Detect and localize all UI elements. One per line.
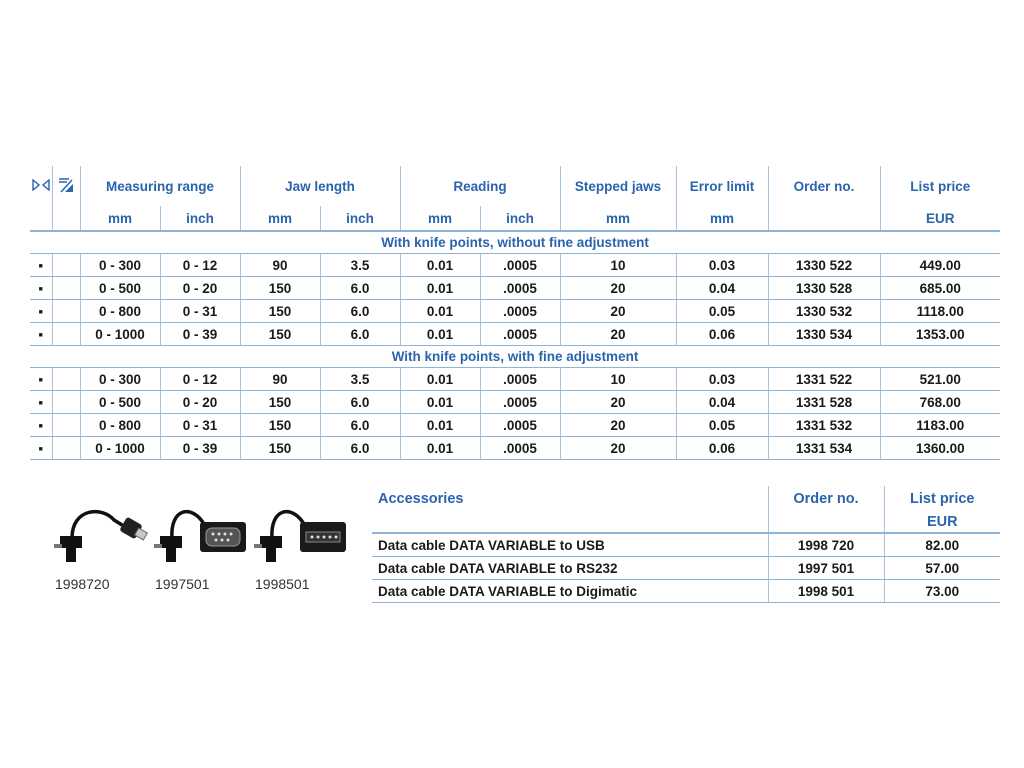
- cell-range-mm: 0 - 500: [80, 391, 160, 414]
- cell-read-mm: 0.01: [400, 300, 480, 323]
- cell-read-mm: 0.01: [400, 323, 480, 346]
- cell-range-mm: 0 - 1000: [80, 323, 160, 346]
- cell-error: 0.04: [676, 391, 768, 414]
- cell-range-in: 0 - 39: [160, 437, 240, 460]
- blank-cell: [52, 300, 80, 323]
- cell-stepped: 20: [560, 437, 676, 460]
- table-row: [30, 254, 1000, 277]
- cable-code: 1998501: [255, 576, 310, 592]
- unit-label: mm: [560, 206, 676, 231]
- cell-order: 1330 532: [768, 300, 880, 323]
- cell-order: 1331 528: [768, 391, 880, 414]
- cell-read-in: .0005: [480, 277, 560, 300]
- cell-jaw-in: 3.5: [320, 368, 400, 391]
- cell-jaw-mm: 150: [240, 391, 320, 414]
- usb-cable-image: [52, 498, 152, 564]
- cell-error: 0.03: [676, 368, 768, 391]
- cell-read-in: .0005: [480, 437, 560, 460]
- cell-range-mm: 0 - 800: [80, 414, 160, 437]
- cell-price: 449.00: [880, 254, 1000, 277]
- row-bullet: ▪: [30, 368, 52, 391]
- error-limit-header: Error limit: [676, 166, 768, 206]
- header-row: [30, 166, 1000, 206]
- cell-range-mm: 0 - 500: [80, 277, 160, 300]
- unit-label: mm: [400, 206, 480, 231]
- acc-currency: EUR: [884, 512, 1000, 533]
- rs232-cable-image: [152, 498, 252, 564]
- accessory-row: [372, 557, 1000, 580]
- row-bullet: ▪: [30, 254, 52, 277]
- cell-stepped: 20: [560, 391, 676, 414]
- cell-read-mm: 0.01: [400, 437, 480, 460]
- unit-label: inch: [160, 206, 240, 231]
- cell-read-mm: 0.01: [400, 414, 480, 437]
- cable-code: 1997501: [155, 576, 210, 592]
- blank-cell: [52, 437, 80, 460]
- cell-price: 521.00: [880, 368, 1000, 391]
- blank-cell: [52, 323, 80, 346]
- cell-range-mm: 0 - 300: [80, 368, 160, 391]
- cell-jaw-in: 6.0: [320, 391, 400, 414]
- blank-cell: [52, 391, 80, 414]
- order-no-header: Order no.: [768, 166, 880, 206]
- accessory-name: Data cable DATA VARIABLE to RS232: [372, 557, 768, 580]
- cell-error: 0.03: [676, 254, 768, 277]
- cell-jaw-mm: 90: [240, 368, 320, 391]
- cell-price: 1360.00: [880, 437, 1000, 460]
- table-row: [30, 414, 1000, 437]
- cell-stepped: 20: [560, 277, 676, 300]
- caliper-icon: [52, 166, 80, 206]
- cell-order: 1331 534: [768, 437, 880, 460]
- list-price-header: List price: [880, 166, 1000, 206]
- cell-price: 685.00: [880, 277, 1000, 300]
- cell-jaw-mm: 90: [240, 254, 320, 277]
- unit-row: [30, 206, 1000, 231]
- cell-read-in: .0005: [480, 323, 560, 346]
- row-bullet: ▪: [30, 277, 52, 300]
- table-row: [30, 437, 1000, 460]
- cell-stepped: 10: [560, 368, 676, 391]
- accessory-row: [372, 580, 1000, 603]
- row-bullet: ▪: [30, 391, 52, 414]
- cell-price: 1118.00: [880, 300, 1000, 323]
- accessory-order-no: 1998 501: [768, 580, 884, 603]
- cell-stepped: 10: [560, 254, 676, 277]
- cell-error: 0.06: [676, 437, 768, 460]
- cell-range-in: 0 - 39: [160, 323, 240, 346]
- cell-jaw-mm: 150: [240, 323, 320, 346]
- cell-jaw-in: 3.5: [320, 254, 400, 277]
- unit-label: [768, 206, 880, 231]
- cell-stepped: 20: [560, 414, 676, 437]
- cell-range-mm: 0 - 300: [80, 254, 160, 277]
- row-bullet: ▪: [30, 414, 52, 437]
- cell-jaw-mm: 150: [240, 277, 320, 300]
- cell-range-in: 0 - 12: [160, 368, 240, 391]
- cell-error: 0.05: [676, 300, 768, 323]
- cell-price: 768.00: [880, 391, 1000, 414]
- cell-read-mm: 0.01: [400, 391, 480, 414]
- accessory-order-no: 1998 720: [768, 533, 884, 557]
- cell-read-in: .0005: [480, 391, 560, 414]
- table-row: [30, 300, 1000, 323]
- data-output-icon: [30, 166, 52, 206]
- cell-price: 1353.00: [880, 323, 1000, 346]
- unit-label: mm: [676, 206, 768, 231]
- acc-order-no-header: Order no.: [768, 486, 884, 512]
- cell-order: 1331 532: [768, 414, 880, 437]
- cell-jaw-in: 6.0: [320, 277, 400, 300]
- table-row: [30, 277, 1000, 300]
- accessories-title: Accessories: [378, 491, 464, 507]
- cell-price: 1183.00: [880, 414, 1000, 437]
- cable-code: 1998720: [55, 576, 110, 592]
- reading-header: Reading: [400, 166, 560, 206]
- cell-read-in: .0005: [480, 414, 560, 437]
- unit-label: mm: [80, 206, 160, 231]
- cell-range-mm: 0 - 800: [80, 300, 160, 323]
- cell-order: 1330 534: [768, 323, 880, 346]
- cell-error: 0.05: [676, 414, 768, 437]
- digimatic-cable-image: [252, 498, 352, 564]
- cell-range-in: 0 - 12: [160, 254, 240, 277]
- cell-jaw-in: 6.0: [320, 414, 400, 437]
- cell-jaw-mm: 150: [240, 437, 320, 460]
- cell-range-mm: 0 - 1000: [80, 437, 160, 460]
- accessory-order-no: 1997 501: [768, 557, 884, 580]
- accessories-table: [372, 486, 1000, 603]
- cell-jaw-in: 6.0: [320, 323, 400, 346]
- accessories-unit-row: [372, 512, 1000, 533]
- cell-stepped: 20: [560, 300, 676, 323]
- table-row: [30, 391, 1000, 414]
- cell-error: 0.04: [676, 277, 768, 300]
- cell-order: 1331 522: [768, 368, 880, 391]
- cell-range-in: 0 - 31: [160, 414, 240, 437]
- cell-stepped: 20: [560, 323, 676, 346]
- section-title: With knife points, with fine adjustment: [30, 346, 1000, 368]
- cell-jaw-in: 6.0: [320, 300, 400, 323]
- measuring-range-header: Measuring range: [80, 166, 240, 206]
- cell-order: 1330 522: [768, 254, 880, 277]
- accessory-price: 82.00: [884, 533, 1000, 557]
- unit-label: inch: [480, 206, 560, 231]
- unit-label: mm: [240, 206, 320, 231]
- cell-read-mm: 0.01: [400, 368, 480, 391]
- unit-label: EUR: [880, 206, 1000, 231]
- section-heading-row: [30, 346, 1000, 368]
- accessory-name: Data cable DATA VARIABLE to USB: [372, 533, 768, 557]
- cell-jaw-mm: 150: [240, 414, 320, 437]
- table-row: [30, 323, 1000, 346]
- cell-read-in: .0005: [480, 300, 560, 323]
- cell-range-in: 0 - 20: [160, 391, 240, 414]
- cell-jaw-in: 6.0: [320, 437, 400, 460]
- blank-cell: [52, 414, 80, 437]
- cell-read-mm: 0.01: [400, 254, 480, 277]
- cell-read-mm: 0.01: [400, 277, 480, 300]
- blank-cell: [52, 277, 80, 300]
- section-title: With knife points, without fine adjustment: [30, 231, 1000, 254]
- cell-range-in: 0 - 31: [160, 300, 240, 323]
- accessory-price: 57.00: [884, 557, 1000, 580]
- cell-error: 0.06: [676, 323, 768, 346]
- stepped-jaws-header: Stepped jaws: [560, 166, 676, 206]
- row-bullet: ▪: [30, 323, 52, 346]
- cell-range-in: 0 - 20: [160, 277, 240, 300]
- accessory-name: Data cable DATA VARIABLE to Digimatic: [372, 580, 768, 603]
- cell-jaw-mm: 150: [240, 300, 320, 323]
- accessory-price: 73.00: [884, 580, 1000, 603]
- accessory-row: [372, 533, 1000, 557]
- cell-read-in: .0005: [480, 368, 560, 391]
- cell-order: 1330 528: [768, 277, 880, 300]
- blank-cell: [52, 368, 80, 391]
- acc-list-price-header: List price: [884, 486, 1000, 512]
- table-row: [30, 368, 1000, 391]
- row-bullet: ▪: [30, 300, 52, 323]
- accessories-header-row: [372, 486, 1000, 512]
- caliper-spec-table: [30, 166, 1000, 460]
- unit-label: inch: [320, 206, 400, 231]
- row-bullet: ▪: [30, 437, 52, 460]
- cell-read-in: .0005: [480, 254, 560, 277]
- jaw-length-header: Jaw length: [240, 166, 400, 206]
- blank-cell: [52, 254, 80, 277]
- section-heading-row: [30, 231, 1000, 254]
